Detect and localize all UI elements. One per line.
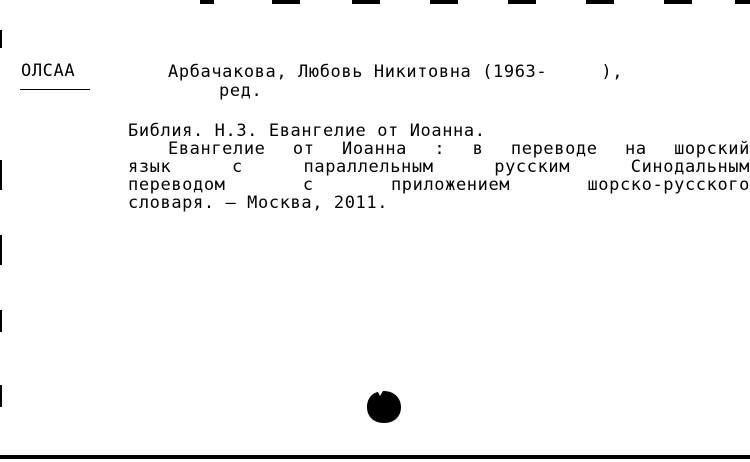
- body-word: шорско-русского: [587, 176, 750, 194]
- punch-hole: [366, 390, 402, 424]
- body-word: переводом: [128, 176, 226, 194]
- body-word: приложением: [390, 176, 511, 194]
- card-left-edge-mark: [0, 235, 2, 265]
- edge-mark: [200, 0, 214, 4]
- edge-mark: [430, 0, 458, 4]
- edge-mark: [272, 0, 300, 4]
- card-left-edge-mark: [0, 160, 2, 190]
- body-word: в: [472, 140, 484, 158]
- card-bottom-edge: [0, 455, 750, 459]
- card-top-edge-marks: [0, 0, 750, 6]
- author-role: ред.: [219, 81, 263, 101]
- body-word: Евангелие: [168, 140, 266, 158]
- body-line-3: [128, 176, 750, 194]
- body-word: с: [302, 176, 314, 194]
- body-word: параллельным: [303, 158, 434, 176]
- body-word: Иоанна: [342, 140, 408, 158]
- uniform-title: Библия. Н.З. Евангелие от Иоанна.: [128, 121, 486, 141]
- body-word: от: [292, 140, 315, 158]
- body-word: :: [434, 140, 446, 158]
- body-line-4: словаря. – Москва, 2011.: [128, 193, 389, 213]
- body-word: Синодальным: [630, 158, 750, 176]
- body-word: русским: [494, 158, 571, 176]
- card-left-edge-mark: [0, 385, 2, 407]
- card-left-edge-mark: [0, 30, 2, 48]
- body-word: с: [232, 158, 243, 176]
- author-heading: Арбачакова, Любовь Никитовна (1963- ),: [168, 62, 624, 82]
- edge-mark: [735, 0, 750, 4]
- card-left-edge-mark: [0, 310, 2, 332]
- collection-code-underline: [20, 89, 90, 90]
- edge-mark: [664, 0, 692, 4]
- edge-mark: [352, 0, 380, 4]
- body-word: шорский: [674, 140, 750, 158]
- collection-code: ОЛСАА: [21, 61, 76, 81]
- edge-mark: [508, 0, 536, 4]
- body-line-1: [168, 140, 750, 158]
- edge-mark: [586, 0, 614, 4]
- body-word: на: [625, 140, 647, 158]
- body-word: переводе: [510, 140, 598, 158]
- body-word: язык: [128, 158, 172, 176]
- body-line-2: [128, 158, 750, 176]
